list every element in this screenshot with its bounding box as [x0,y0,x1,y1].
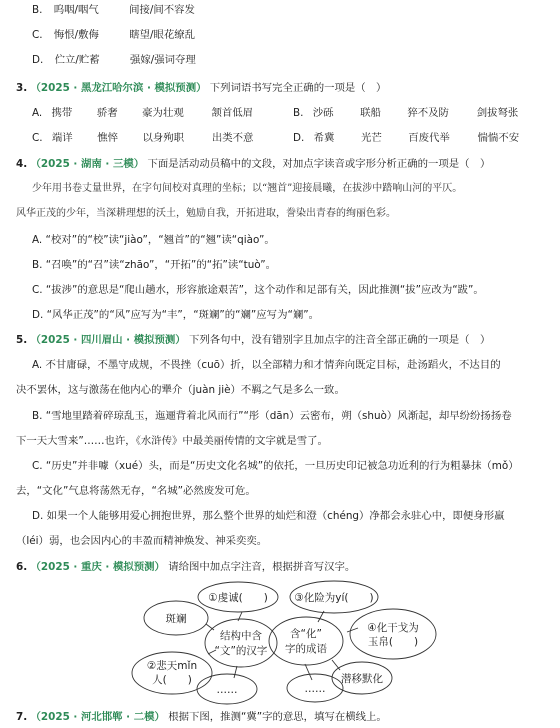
question-7-stem [16,710,387,724]
q2-option-d [32,53,196,67]
option-letter: B. [32,4,43,16]
question-number: 5. [16,334,28,346]
bubble-beitian [132,652,212,694]
bubble-text: 潜移默化 [341,673,383,685]
q5-option-b-cont: 下一天大雪来”……也许，《水浒传》中最美丽传情的文字就是雪了。 [16,435,328,447]
option-word: 光芒 [360,132,382,144]
option-word: 联船 [360,107,381,119]
question-text: 根据下图，推测“冀”字的意思，填写在横线上。 [168,711,387,723]
option-word: 携带 [51,107,73,119]
q2-option-b [32,3,195,17]
question-text: 下列词语书写完全正确的一项是（ ） [209,82,387,94]
option-word: 间接/间不容发 [129,4,195,16]
option-word: 剑拔弩张 [476,107,519,119]
bubble-huagange [350,609,436,659]
question-number: 7. [16,711,28,723]
question-text: 请给图中加点字注音，根据拼音写汉字。 [168,561,356,573]
bubble-text: ②悲天mǐn [146,660,198,672]
bubble-text: 斑斓 [165,613,187,625]
q5-option-b: B. “雪地里踏着碎琼乱玉，迤逦背着北风而行”“彤（dān）云密布，朔（shuò）风渐起，却早纷纷扬扬卷 [32,410,512,422]
option-word: 豪为壮观 [142,107,184,119]
connector-line [238,612,242,621]
passage-line: 风华正茂的少年，当深耕理想的沃土，勉励自我，开拓进取，誊染出青春的绚丽色彩。 [16,208,396,219]
q4-option-c: C. “拔涉”的意思是“爬山趟水，形容旅途艰苦”，这个动作和足部有关，因此推测“拔”应改为“跋”。 [32,284,484,296]
q5-option-d-cont: （léi）弱，也会因内心的丰盈而精神焕发、神采奕奕。 [16,535,268,547]
question-number: 4. [16,158,28,170]
q3-option-a [32,106,287,120]
bubble-text: ①虔诚( ) [208,592,268,604]
option-word: 骄奢 [96,107,118,119]
question-3-stem [16,81,386,95]
passage-line: 少年用书卷丈量世界，在字句间校对真理的坐标；以“翘首”迎接晨曦，在拔涉中踏响山河的平仄。 [32,183,463,194]
option-word: 瞎望/眼花缭乱 [129,29,196,41]
option-word: 呜咽/咽气 [53,4,99,16]
bubble-text: 字的成语 [285,643,327,655]
question-5-stem [16,333,490,347]
q4-option-a: A. “校对”的“校”读“jiào”，“翘首”的“翘”读“qiào”。 [32,234,275,246]
option-word: 百废代举 [408,132,450,144]
option-letter: B. [293,107,304,119]
q3-option-c [32,131,288,145]
question-4-stem [16,157,490,171]
option-letter: C. [32,132,43,144]
option-word: 颔首低眉 [211,107,254,119]
bubble-wen-center [205,619,277,667]
q5-option-d: D. 如果一个人能够用爱心拥抱世界，那么整个世界的灿烂和澄（chéng）净都会永驻心中，即便身形羸 [32,510,505,522]
question-source: （2025 · 黑龙江哈尔滨 · 模拟预测） [30,82,207,94]
q5-option-a-cont: 决不罢休，这与激荡在他内心的犟介（juàn jiè）不羁之气是多么一致。 [16,384,345,396]
option-letter: A. [32,107,43,119]
question-source: （2025 · 湖南 · 三模） [30,158,145,170]
bubble-text: 人( ) [152,674,192,686]
connector-line [347,628,358,632]
connector-line [234,666,237,678]
option-word: 希冀 [313,132,335,144]
bubble-text: 结构中含 [220,630,262,642]
q3-option-d [293,131,519,145]
question-number: 3. [16,82,28,94]
connector-line [332,660,340,670]
q5-option-c-cont: 去，“文化”气息将荡然无存，“名城”必然废发可危。 [16,485,256,497]
option-letter: C. [32,29,43,41]
q4-option-d: D. “风华正茂”的“风”应写为“丰”，“斑斓”的“斓”应写为“斓”。 [32,309,320,321]
question-text: 下面是活动动员稿中的文段，对加点字读音或字形分析正确的一项是（ ） [147,158,491,170]
connector-line [305,664,312,680]
option-word: 伫立/贮蓄 [54,54,100,66]
option-word: 沙砾 [312,107,334,119]
option-word: 悔恨/敷侮 [53,29,99,41]
option-word: 惴惴不安 [477,132,520,144]
question-source: （2025 · 四川眉山 · 模拟预测） [30,334,186,346]
option-word: 端详 [51,132,73,144]
bubble-text: 含“化” [290,628,322,640]
option-word: 憔悴 [97,132,118,144]
bubble-text: …… [216,684,238,696]
q4-option-b: B. “召唤”的“召”读“zhāo”，“开拓”的“拓”读“tuò”。 [32,259,277,271]
question-number: 6. [16,561,28,573]
q3-option-b [293,106,518,120]
question-source: （2025 · 重庆 · 模拟预测） [30,561,165,573]
option-letter: D. [293,132,305,144]
option-letter: D. [32,54,44,66]
q5-option-c: C. “历史”并非噱（xué）头，而是“历史文化名城”的依托，一旦历史印记被急功近利的行为粗暴抹（mǒ） [32,460,519,472]
option-word: 出类不意 [211,132,254,144]
question-source: （2025 · 河北邯郸 · 二模） [30,711,165,723]
q2-option-c [32,28,195,42]
connector-line [206,624,214,630]
question-6-stem [16,560,355,574]
bubble-hua-center [269,617,343,665]
question-text: 下列各句中，没有错别字且加点字的注音全部正确的一项是（ ） [189,334,491,346]
bubble-text: ③化险为yí( ) [294,592,374,604]
bubble-text: “文”的汉字 [214,645,268,657]
bubble-diagram [0,578,560,708]
q5-option-a: A. 不甘庸碌，不墨守成规，不畏挫（cuō）折，以全部精力和才情奔向既定目标，赴汤蹈火，不达目的 [32,359,501,371]
option-word: 以身殉职 [142,132,185,144]
bubble-text: ④化干戈为 [367,622,419,634]
option-word: 猝不及防 [407,107,449,119]
bubble-text: 玉帛( ) [367,636,419,648]
option-word: 强嫁/强词夺理 [129,54,196,66]
bubble-text: …… [304,683,326,695]
